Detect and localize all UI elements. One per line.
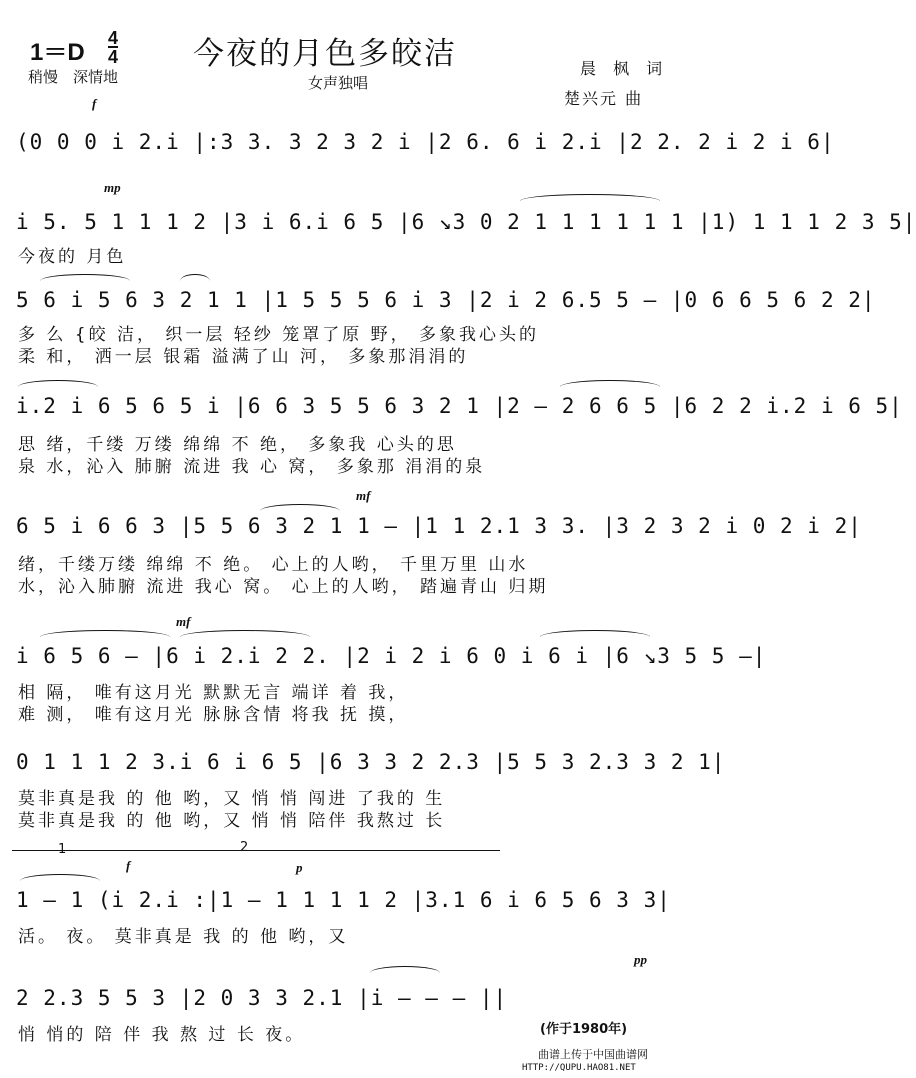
slur <box>20 874 100 881</box>
lyric-line-1: 相 隔， 唯有这月光 默默无言 端详 着 我， <box>18 683 409 703</box>
tempo-marking: 稍慢 深情地 <box>28 68 119 86</box>
notation-line: 2 2.3 5 5 3 |2 0 3 3 2.1 |i — — — || <box>16 986 508 1010</box>
notation-line: 0 1 1 1 2 3.i 6 i 6 5 |6 3 3 2 2.3 |5 5 3 2.3 3 2 1| <box>16 750 726 774</box>
slur <box>260 504 340 511</box>
time-signature-top: 4 <box>108 28 119 48</box>
notation-line: (0 0 0 i 2.i |:3 3. 3 2 3 2 i |2 6. 6 i 2.i |2 2. 2 i 2 i 6| <box>16 130 835 154</box>
lyric-line-1: 绪，千缕万缕 绵绵 不 绝。 心上的人哟， 千里万里 山水 <box>18 555 529 575</box>
song-title: 今夜的月色多皎洁 <box>193 36 457 72</box>
slur <box>180 274 210 281</box>
watermark-line-2: HTTP://QUPU.HAO81.NET <box>522 1063 636 1073</box>
dynamic-mark: mf <box>176 614 191 629</box>
slur <box>540 630 650 637</box>
slur <box>560 380 660 387</box>
notation-line: 5 6 i 5 6 3 2 1 1 |1 5 5 5 6 i 3 |2 i 2 6.5 5 — |0 6 6 5 6 2 2| <box>16 288 876 312</box>
lyric-line-1: 活。 夜。 莫非真是 我 的 他 哟，又 <box>18 927 349 947</box>
volta-bracket-1 <box>12 850 222 851</box>
slur <box>180 630 310 637</box>
slur <box>40 630 170 637</box>
dynamic-mark: mp <box>104 180 121 195</box>
lyricist-credit: 晨 枫 词 <box>580 59 669 78</box>
lyric-line-2: 水，沁入肺腑 流进 我心 窝。 心上的人哟， 踏遍青山 归期 <box>18 577 549 597</box>
lyric-line-1: 悄 悄的 陪 伴 我 熬 过 长 夜。 <box>18 1025 306 1045</box>
lyric-line-1: 思 绪，千缕 万缕 绵绵 不 绝， 多象我 心头的思 <box>18 435 457 455</box>
dynamic-mark: mf <box>356 488 371 503</box>
key-signature: 1＝D <box>30 39 85 66</box>
lyric-line-2: 泉 水，沁入 肺腑 流进 我 心 窝， 多象那 涓涓的泉 <box>18 457 486 477</box>
composition-date-note: (作于1980年) <box>540 1022 628 1037</box>
performance-note: 女声独唱 <box>308 74 369 92</box>
slur <box>40 274 130 281</box>
lyric-line-1: 多 么 {皎 洁， 织一层 轻纱 笼罩了原 野， 多象我心头的 <box>18 325 540 345</box>
composer-credit: 楚兴元 曲 <box>564 89 644 108</box>
dynamic-mark: pp <box>634 952 647 967</box>
dynamic-mark-p: p <box>296 860 303 875</box>
lyric-line-2: 莫非真是我 的 他 哟，又 悄 悄 陪伴 我熬过 长 <box>18 811 446 831</box>
slur <box>18 380 98 387</box>
volta-label-2: 2 <box>240 840 249 855</box>
slur <box>370 966 440 973</box>
slur <box>520 194 660 201</box>
volta-label-1: 1 <box>58 842 67 857</box>
lyric-line-2: 难 测， 唯有这月光 脉脉含情 将我 抚 摸， <box>18 705 409 725</box>
notation-line: i 5. 5 1 1 1 2 |3 i 6.i 6 5 |6 ↘3 0 2 1 1 1 1 1 1 |1) 1 1 1 2 3 5| <box>16 210 916 234</box>
lyric-line-2: 柔 和， 洒一层 银霜 溢满了山 河， 多象那涓涓的 <box>18 347 469 367</box>
dynamic-mark: f <box>92 96 97 111</box>
notation-line: 6 5 i 6 6 3 |5 5 6 3 2 1 1 — |1 1 2.1 3 3. |3 2 3 2 i 0 2 i 2| <box>16 514 862 538</box>
dynamic-mark: f <box>126 858 131 873</box>
lyric-line-1: 今夜的 月色 <box>18 247 127 267</box>
notation-line: i.2 i 6 5 6 5 i |6 6 3 5 5 6 3 2 1 |2 — 2 6 6 5 |6 2 2 i.2 i 6 5| <box>16 394 903 418</box>
watermark-line-1: 曲谱上传于中国曲谱网 <box>538 1048 648 1061</box>
time-signature-bottom: 4 <box>108 47 119 67</box>
notation-line: i 6 5 6 — |6 i 2.i 2 2. |2 i 2 i 6 0 i 6 i |6 ↘3 5 5 —| <box>16 644 767 668</box>
notation-line: 1 — 1 (i 2.i :|1 — 1 1 1 1 2 |3.1 6 i 6 5 6 3 3| <box>16 888 671 912</box>
lyric-line-1: 莫非真是我 的 他 哟，又 悄 悄 闯进 了我的 生 <box>18 789 446 809</box>
